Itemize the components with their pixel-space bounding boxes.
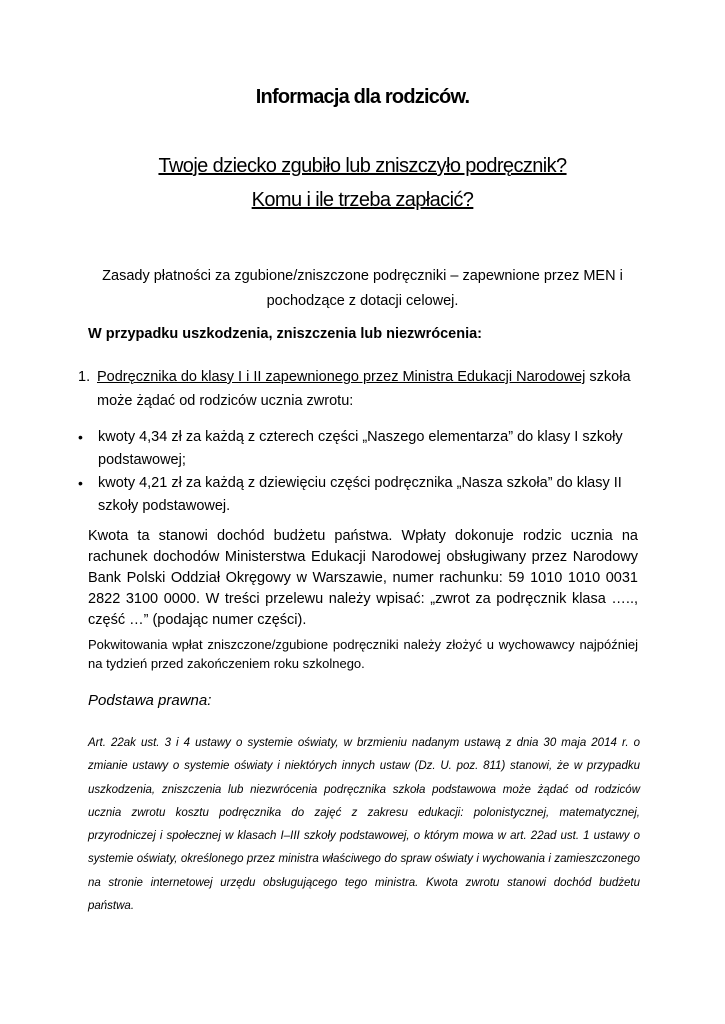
item-rest-text: szkoła może żądać od rodziców ucznia zwrotu: — [97, 369, 631, 409]
document-title: Informacja dla rodziców. — [255, 86, 470, 108]
legal-basis-heading: Podstawa prawna: — [88, 692, 212, 709]
bullet-icon: • — [78, 429, 83, 445]
bullet-text: kwoty 4,21 zł za każdą z dziewięciu części podręcznika „Nasza szkoła” do klasy II szkoły podstawowej. — [98, 475, 622, 514]
bullet-list — [78, 426, 640, 518]
bullet-item-class-2 — [78, 472, 640, 518]
intro-paragraph: Zasady płatności za zgubione/zniszczone podręczniki – zapewnione przez MEN i pochodzące z dotacji celowej. — [102, 268, 623, 309]
bullet-item-class-1 — [78, 426, 640, 472]
subtitle-payment-question: Komu i ile trzeba zapłacić? — [251, 189, 474, 211]
numbered-item — [78, 365, 648, 413]
bullet-icon: • — [78, 475, 83, 491]
subtitle-question: Twoje dziecko zgubiło lub zniszczyło podręcznik? — [158, 155, 567, 177]
legal-basis-text: Art. 22ak ust. 3 i 4 ustawy o systemie oświaty, w brzmieniu nadanym ustawą z dnia 30 maja 2014 r. o zmianie ustawy o systemie oświaty i niektórych innych ustaw (Dz. U. poz. 811) stanowi, że w przypadku uszkodzenia, zniszczenia lub niezwrócenia podręcznika szkoła podstawowa może żądać od rodziców ucznia zwrotu kosztu podręcznika do zajęć z zakresu edukacji: polonistycznej, matematycznej, przyrodniczej i społecznej w klasach I–III szkoły podstawowej, o którym mowa w art. 22ad ust. 1 ustawy o systemie oświaty, określonego przez ministra właściwego do spraw oświaty i wychowania i zamieszczonego na stronie internetowej urzędu obsługującego tego ministra. Kwota zwrotu stanowi dochód budżetu państwa. — [88, 737, 640, 913]
item-number: 1. — [78, 369, 91, 385]
receipt-paragraph: Pokwitowania wpłat zniszczone/zgubione podręczniki należy złożyć u wychowawcy najpóźniej na tydzień przed zakończeniem roku szkolnego. — [88, 637, 638, 671]
numbered-item-body — [97, 365, 648, 413]
section-heading: W przypadku uszkodzenia, zniszczenia lub niezwrócenia: — [88, 326, 482, 342]
payment-paragraph: Kwota ta stanowi dochód budżetu państwa. Wpłaty dokonuje rodzic ucznia na rachunek dochodów Ministerstwa Edukacji Narodowej obsługiwany przez Narodowy Bank Polski Oddział Okręgowy w Warszawie, numer rachunku: 59 1010 1010 0031 2822 3100 0000. W treści przelewu należy wpisać: „zwrot za podręcznik klasa ….., część …” (podając numer części). — [88, 528, 638, 628]
item-underlined-text: Podręcznika do klasy I i II zapewnionego przez Ministra Edukacji Narodowej — [97, 369, 586, 385]
bullet-text: kwoty 4,34 zł za każdą z czterech części „Naszego elementarza” do klasy I szkoły podstawowej; — [98, 429, 623, 468]
